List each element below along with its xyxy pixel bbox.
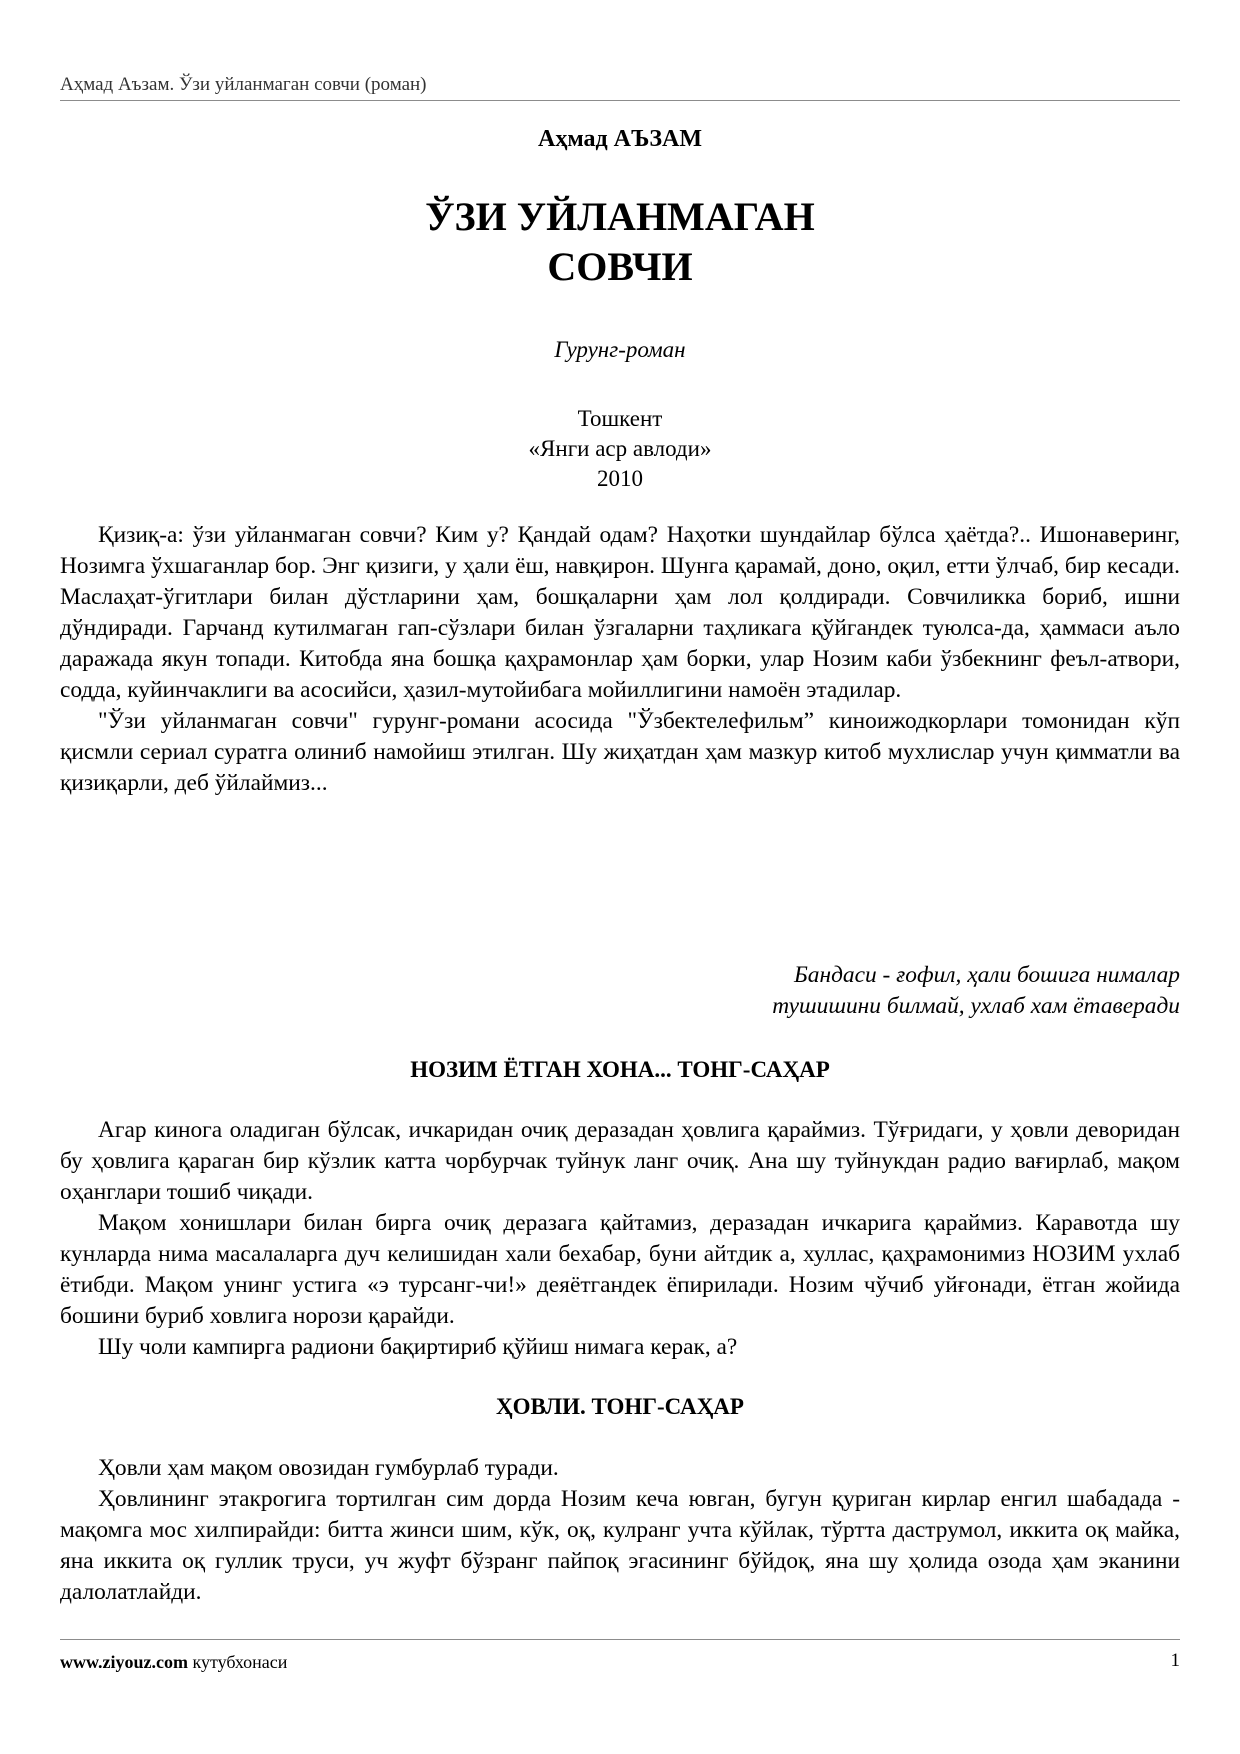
epigraph-line-1: Бандаси - ғофил, ҳали бошига нималар (794, 962, 1180, 988)
section-heading: НОЗИМ ЁТГАН ХОНА... ТОНГ-САҲАР (410, 1057, 830, 1082)
body-paragraph: Мақом хонишлари билан бирга очиқ деразага қайтамиз, деразадан ичкарига қараймиз. Каравотда шу кунларда нима масалаларга дуч келишидан хали бехабар, буни айтдик а, хуллас, қаҳрамонимиз НОЗИМ ухлаб ётибди. Мақом унинг устига «э турсанг-чи!» деяётгандек ёпирилади. Нозим чўчиб уйғонади, ётган жойида бошини буриб ховлига норози қарайди. (60, 1210, 1180, 1329)
epigraph-line-2: тушишини билмай, ухлаб хам ётаверади (772, 993, 1180, 1019)
footer-site-link[interactable]: www.ziyouz.com (60, 1652, 188, 1672)
section-heading: ҲОВЛИ. ТОНГ-САҲАР (496, 1394, 744, 1419)
book-title-line-1: ЎЗИ УЙЛАНМАГАН (425, 194, 815, 239)
imprint-city: Тошкент (577, 406, 663, 431)
genre: Гурунг-роман (554, 337, 686, 362)
book-title (60, 192, 1180, 292)
footer-rule (60, 1639, 1180, 1640)
running-header: Аҳмад Аъзам. Ўзи уйланмаган совчи (роман) (60, 74, 427, 95)
annotation-paragraph: "Ўзи уйланмаган совчи" гурунг-романи асосида "Ўзбектелефильм” киноижодкорлари томонидан кўп қисмли сериал суратга олиниб намойиш этилган. Шу жиҳатдан ҳам мазкур китоб мухлислар учун қимматли ва қизиқарли, деб ўйлаймиз... (60, 708, 1180, 796)
epigraph (60, 960, 1180, 1022)
footer-library-label: кутубхонаси (192, 1652, 288, 1672)
page-number: 1 (1170, 1650, 1180, 1671)
header-rule (60, 100, 1180, 101)
book-title-line-2: СОВЧИ (547, 244, 693, 289)
annotation (60, 520, 1180, 799)
annotation-paragraph: Қизиқ-а: ўзи уйланмаган совчи? Ким у? Қандай одам? Наҳотки шундайлар бўлса ҳаётда?.. Ишонаверинг, Нозимга ўхшаганлар бор. Энг қизиги, у ҳали ёш, навқирон. Шунга қарамай, доно, оқил, етти ўлчаб, бир кесади. Маслаҳат-ўгитлари билан дўстларини ҳам, бошқаларни ҳам лол қолдиради. Совчиликка бориб, ишни дўндиради. Гарчанд кутилмаган гап-сўзлари билан ўзгаларни таҳликага қўйгандек туюлса-да, ҳаммаси аъло даражада якун топади. Китобда яна бошқа қаҳрамонлар ҳам борки, улар Нозим каби ўзбекнинг феъл-атвори, содда, куйинчаклиги ва асосийси, ҳазил-мутойибага мойиллигини намоён этадилар. (60, 522, 1180, 703)
imprint-publisher: «Янги аср авлоди» (528, 436, 712, 461)
imprint-year: 2010 (597, 466, 643, 491)
imprint (60, 404, 1180, 494)
body-paragraph: Шу чоли кампирга радиони бақиртириб қўйиш нимага керак, а? (98, 1334, 738, 1360)
body-paragraph: Ҳовлининг этакрогига тортилган сим дорда Нозим кеча ювган, бугун қуриган кирлар енгил шабадада - мақомга мос хилпирайди: битта жинси шим, кўк, оқ, кулранг учта кўйлак, тўртта даструмол, иккита оқ майка, яна иккита оқ гуллик труси, уч жуфт бўзранг пайпоқ эгасининг бўйдоқ, яна шу ҳолида озода ҳам эканини далолатлайди. (60, 1486, 1180, 1605)
author-name: Аҳмад АЪЗАМ (537, 126, 702, 152)
body-paragraph: Агар кинога оладиган бўлсак, ичкаридан очиқ деразадан ҳовлига қараймиз. Тўғридаги, у ҳовли деворидан бу ҳовлига қараган бир кўзлик катта чорбурчак туйнук ланг очиқ. Ана шу туйнукдан радио вағирлаб, мақом оҳанглари тошиб чиқади. (60, 1117, 1180, 1205)
section-body (60, 1115, 1180, 1363)
body-paragraph: Ҳовли ҳам мақом овозидан гумбурлаб туради. (98, 1455, 559, 1481)
section-body (60, 1453, 1180, 1608)
title-block (60, 120, 1180, 494)
footer-credit (60, 1652, 287, 1673)
